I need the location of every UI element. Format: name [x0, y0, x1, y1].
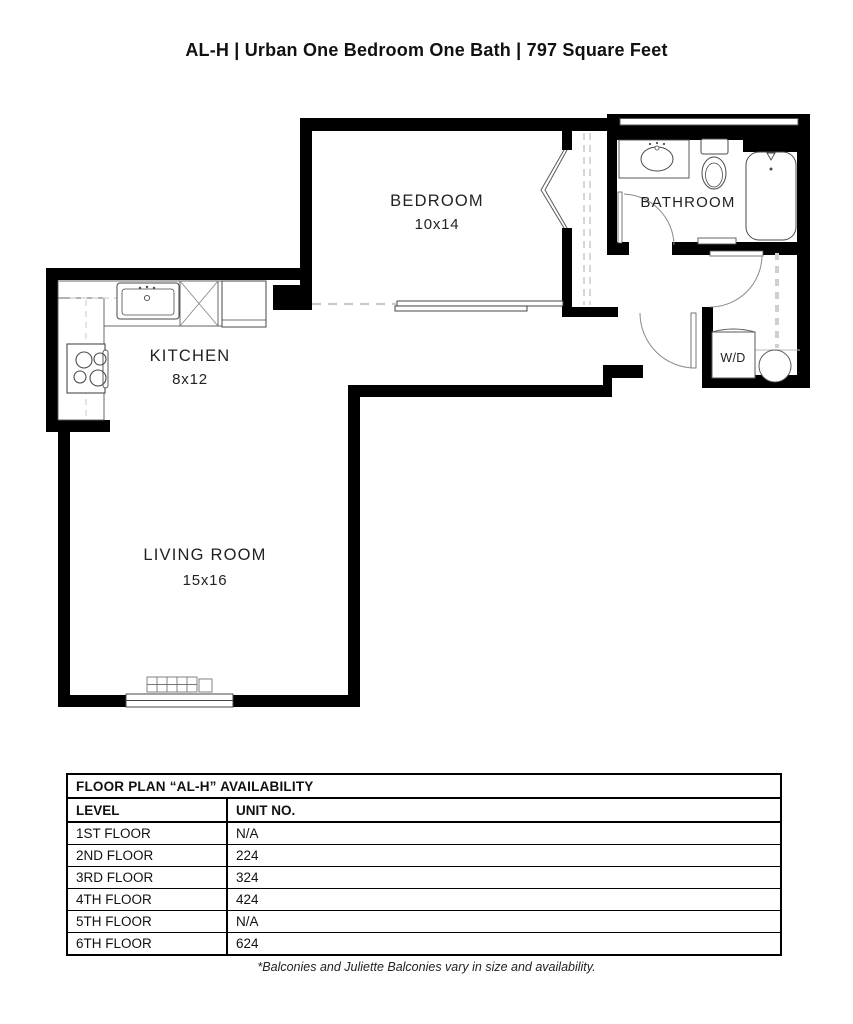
unit-cell: 324 — [227, 867, 781, 889]
page-title: AL-H | Urban One Bedroom One Bath | 797 Square Feet — [185, 40, 668, 60]
living-room-window — [126, 694, 233, 707]
table-row — [67, 867, 781, 889]
toilet-icon — [701, 139, 728, 189]
washer-dryer-label: W/D — [720, 351, 746, 365]
hall-closet-door — [710, 251, 763, 307]
towel-bar — [698, 238, 736, 244]
entry-door — [640, 313, 696, 368]
unit-cell: N/A — [227, 911, 781, 933]
availability-table — [66, 773, 782, 956]
bathroom-label: BATHROOM — [640, 194, 736, 211]
footnote: *Balconies and Juliette Balconies vary in size and availability. — [257, 960, 596, 974]
dishwasher-icon — [180, 281, 218, 326]
baseboard-heater-icon — [147, 677, 212, 692]
table-row — [67, 845, 781, 867]
level-cell: 3RD FLOOR — [67, 867, 227, 889]
bedroom-label: BEDROOM — [390, 192, 484, 210]
bedroom-sliding-door — [395, 301, 563, 311]
availability-table-header-row — [67, 798, 781, 822]
unit-cell: N/A — [227, 822, 781, 845]
refrigerator-icon — [222, 281, 266, 327]
level-cell: 1ST FLOOR — [67, 822, 227, 845]
unit-cell: 624 — [236, 936, 259, 951]
table-row — [67, 889, 781, 911]
table-row — [67, 822, 781, 845]
stove-icon — [67, 344, 108, 393]
unit-cell: 424 — [227, 889, 781, 911]
bathroom-vanity-sink-icon — [619, 140, 689, 178]
table-row — [67, 911, 781, 933]
living-room-label: LIVING ROOM — [143, 546, 267, 564]
hall-closet-shelf-dashed — [753, 253, 800, 350]
kitchen-label: KITCHEN — [149, 347, 231, 365]
water-heater-icon — [759, 350, 791, 382]
level-cell: 6TH FLOOR — [67, 933, 227, 956]
column-header-level: LEVEL — [67, 798, 227, 822]
availability-table-title-row — [67, 774, 781, 798]
level-cell: 5TH FLOOR — [67, 911, 227, 933]
kitchen-dims: 8x12 — [172, 371, 208, 388]
bedroom-dims: 10x14 — [414, 216, 460, 233]
closet-rod-dashed — [584, 133, 590, 305]
level-cell: 4TH FLOOR — [67, 889, 227, 911]
bathroom-window — [620, 119, 798, 126]
availability-table-title: FLOOR PLAN “AL-H” AVAILABILITY — [67, 774, 781, 798]
level-cell: 2ND FLOOR — [67, 845, 227, 867]
unit-cell: 224 — [227, 845, 781, 867]
kitchen-sink-icon — [117, 283, 179, 319]
bifold-closet-door-icon — [541, 150, 567, 228]
bathtub-icon — [746, 152, 796, 240]
column-header-unit: UNIT NO. — [227, 798, 781, 822]
table-row — [67, 933, 781, 956]
living-room-dims: 15x16 — [182, 572, 228, 589]
